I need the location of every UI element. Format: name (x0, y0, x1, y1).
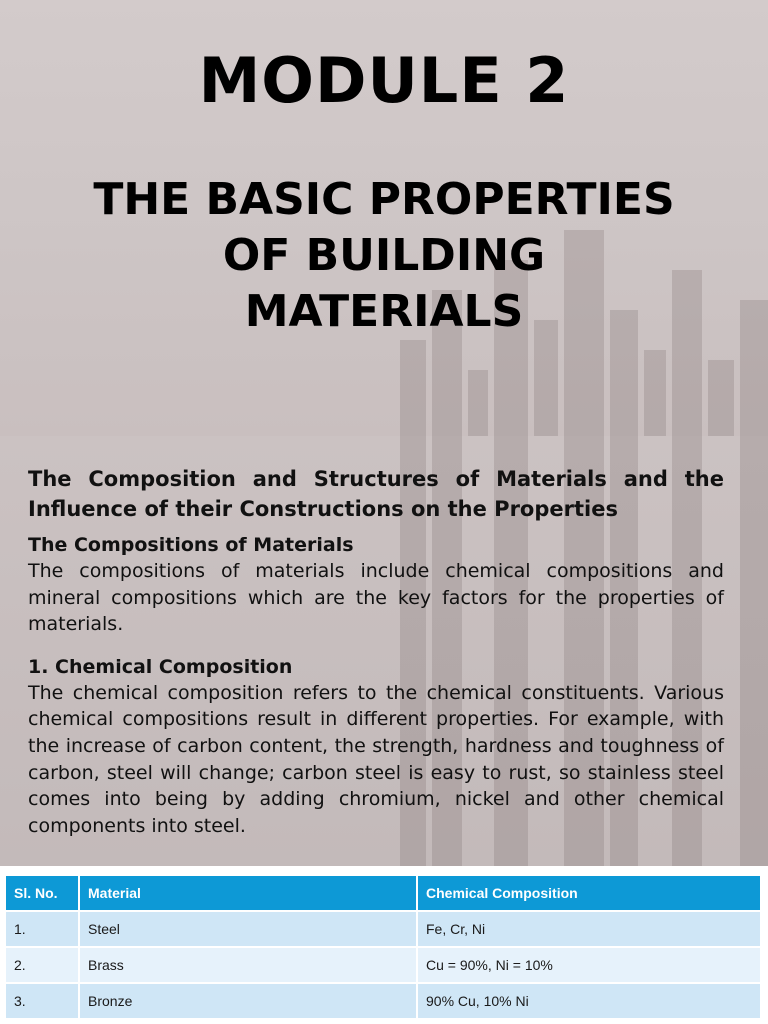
slide-title-line-2: OF BUILDING (222, 230, 546, 281)
header-chemical-composition: Chemical Composition (418, 876, 760, 910)
table-row (6, 948, 760, 982)
composition-table (4, 874, 762, 1020)
slide-title-line-1: THE BASIC PROPERTIES (93, 174, 675, 225)
cell-material: Steel (80, 912, 416, 946)
cell-material: Bronze (80, 984, 416, 1018)
title-slide (0, 0, 768, 436)
header-sl-no: Sl. No. (6, 876, 78, 910)
table-row (6, 984, 760, 1018)
cell-sl-no: 1. (6, 912, 78, 946)
cell-composition: Cu = 90%, Ni = 10% (418, 948, 760, 982)
slide-title-line-3: MATERIALS (244, 286, 524, 337)
cell-sl-no: 3. (6, 984, 78, 1018)
cell-sl-no: 2. (6, 948, 78, 982)
section-heading: The Composition and Structures of Materials and the Influence of their Constructions on the Properties (28, 467, 724, 521)
cell-material: Brass (80, 948, 416, 982)
compositions-subheading: The Compositions of Materials (28, 534, 354, 556)
chemical-composition-paragraph: The chemical composition refers to the chemical constituents. Various chemical compositions result in different properties. For example, with the increase of carbon content, the strength, hardness and toughness of carbon, steel will change; carbon steel is easy to rust, so stainless steel comes into being by adding chromium, nickel and other chemical components into steel. (28, 681, 724, 837)
header-material: Material (80, 876, 416, 910)
compositions-paragraph: The compositions of materials include chemical compositions and mineral compositions which are the key factors for the properties of materials. (28, 560, 724, 636)
cell-composition: 90% Cu, 10% Ni (418, 984, 760, 1018)
table-header-row (6, 876, 760, 910)
module-title: MODULE 2 (198, 44, 570, 117)
composition-table-area (0, 866, 768, 1024)
table-row (6, 912, 760, 946)
slide-title (0, 172, 768, 340)
content-body (28, 464, 724, 839)
cell-composition: Fe, Cr, Ni (418, 912, 760, 946)
chemical-composition-subheading: 1. Chemical Composition (28, 655, 293, 678)
